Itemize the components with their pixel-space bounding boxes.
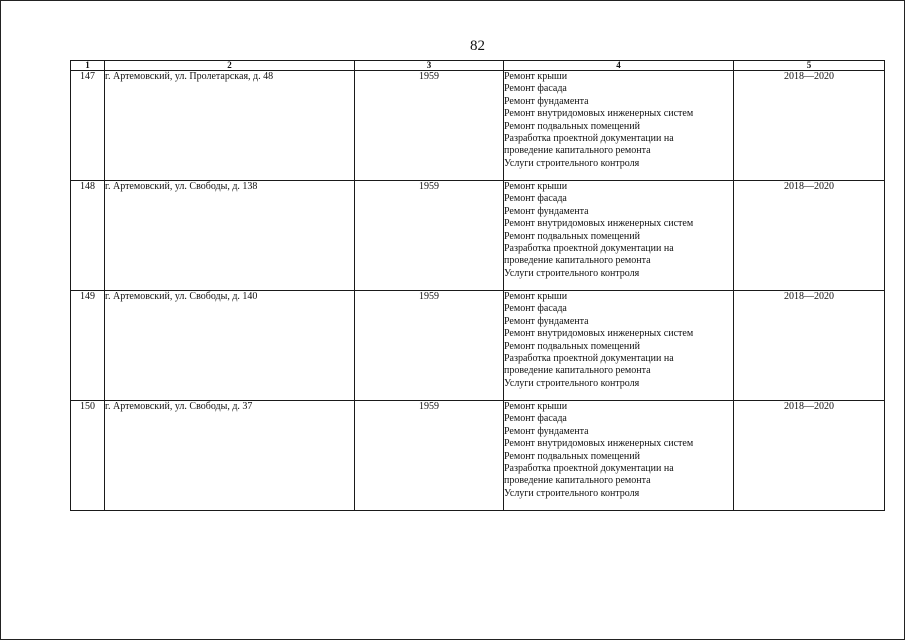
- building-address: г. Артемовский, ул. Пролетарская, д. 48: [105, 71, 355, 181]
- row-number: 147: [71, 71, 105, 181]
- repair-schedule-table: [70, 60, 885, 511]
- building-address: г. Артемовский, ул. Свободы, д. 138: [105, 181, 355, 291]
- repair-work-item: Ремонт подвальных помещений: [504, 450, 640, 462]
- header-row: [71, 61, 885, 71]
- table-row: [71, 181, 885, 291]
- repair-works-list: [504, 71, 734, 181]
- building-address: г. Артемовский, ул. Свободы, д. 37: [105, 401, 355, 511]
- table-row: [71, 71, 885, 181]
- repair-work-item: Ремонт фундамента: [504, 315, 589, 327]
- page-number: 82: [470, 38, 485, 54]
- repair-period: 2018—2020: [734, 181, 885, 291]
- repair-work-item: Ремонт крыши: [504, 291, 568, 302]
- repair-work-item: Услуги строительного контроля: [504, 487, 640, 499]
- row-number: 148: [71, 181, 105, 291]
- repair-work-item: Услуги строительного контроля: [504, 377, 640, 389]
- column-header-3: 3: [355, 61, 504, 71]
- repair-work-item: Ремонт фундамента: [504, 95, 589, 107]
- building-address: г. Артемовский, ул. Свободы, д. 140: [105, 291, 355, 401]
- repair-work-item: Услуги строительного контроля: [504, 157, 640, 169]
- repair-work-item: Ремонт фасада: [504, 303, 567, 315]
- repair-works-list: [504, 291, 734, 401]
- repair-work-item: Ремонт крыши: [504, 401, 568, 412]
- repair-work-item: Разработка проектной документации на: [504, 133, 674, 145]
- table-row: [71, 401, 885, 511]
- column-header-5: 5: [734, 61, 885, 71]
- column-header-4: 4: [504, 61, 734, 71]
- table-body: [71, 71, 885, 511]
- row-number: 150: [71, 401, 105, 511]
- repair-work-item: проведение капитального ремонта: [504, 255, 651, 267]
- row-number: 149: [71, 291, 105, 401]
- repair-work-item: Ремонт фундамента: [504, 205, 589, 217]
- repair-work-item: Ремонт внутридомовых инженерных систем: [504, 218, 694, 230]
- repair-works-list: [504, 181, 734, 291]
- construction-year: 1959: [355, 71, 504, 181]
- repair-work-item: Ремонт крыши: [504, 71, 568, 82]
- repair-period: 2018—2020: [734, 291, 885, 401]
- repair-period: 2018—2020: [734, 71, 885, 181]
- repair-work-item: Разработка проектной документации на: [504, 353, 674, 365]
- repair-work-item: Ремонт фасада: [504, 193, 567, 205]
- repair-work-item: проведение капитального ремонта: [504, 475, 651, 487]
- repair-work-item: Услуги строительного контроля: [504, 267, 640, 279]
- construction-year: 1959: [355, 181, 504, 291]
- repair-work-item: Ремонт подвальных помещений: [504, 230, 640, 242]
- column-header-1: 1: [71, 61, 105, 71]
- table-header: [71, 61, 885, 71]
- repair-work-item: Разработка проектной документации на: [504, 243, 674, 255]
- repair-work-item: проведение капитального ремонта: [504, 365, 651, 377]
- repair-work-item: Ремонт крыши: [504, 181, 568, 192]
- repair-work-item: Ремонт фасада: [504, 413, 567, 425]
- repair-work-item: Ремонт внутридомовых инженерных систем: [504, 328, 694, 340]
- repair-period: 2018—2020: [734, 401, 885, 511]
- construction-year: 1959: [355, 401, 504, 511]
- repair-work-item: Разработка проектной документации на: [504, 463, 674, 475]
- construction-year: 1959: [355, 291, 504, 401]
- column-header-2: 2: [105, 61, 355, 71]
- repair-work-item: Ремонт внутридомовых инженерных систем: [504, 438, 694, 450]
- repair-work-item: проведение капитального ремонта: [504, 145, 651, 157]
- repair-work-item: Ремонт фасада: [504, 83, 567, 95]
- repair-work-item: Ремонт подвальных помещений: [504, 340, 640, 352]
- table-row: [71, 291, 885, 401]
- repair-work-item: Ремонт подвальных помещений: [504, 120, 640, 132]
- repair-works-list: [504, 401, 734, 511]
- repair-work-item: Ремонт внутридомовых инженерных систем: [504, 108, 694, 120]
- repair-work-item: Ремонт фундамента: [504, 425, 589, 437]
